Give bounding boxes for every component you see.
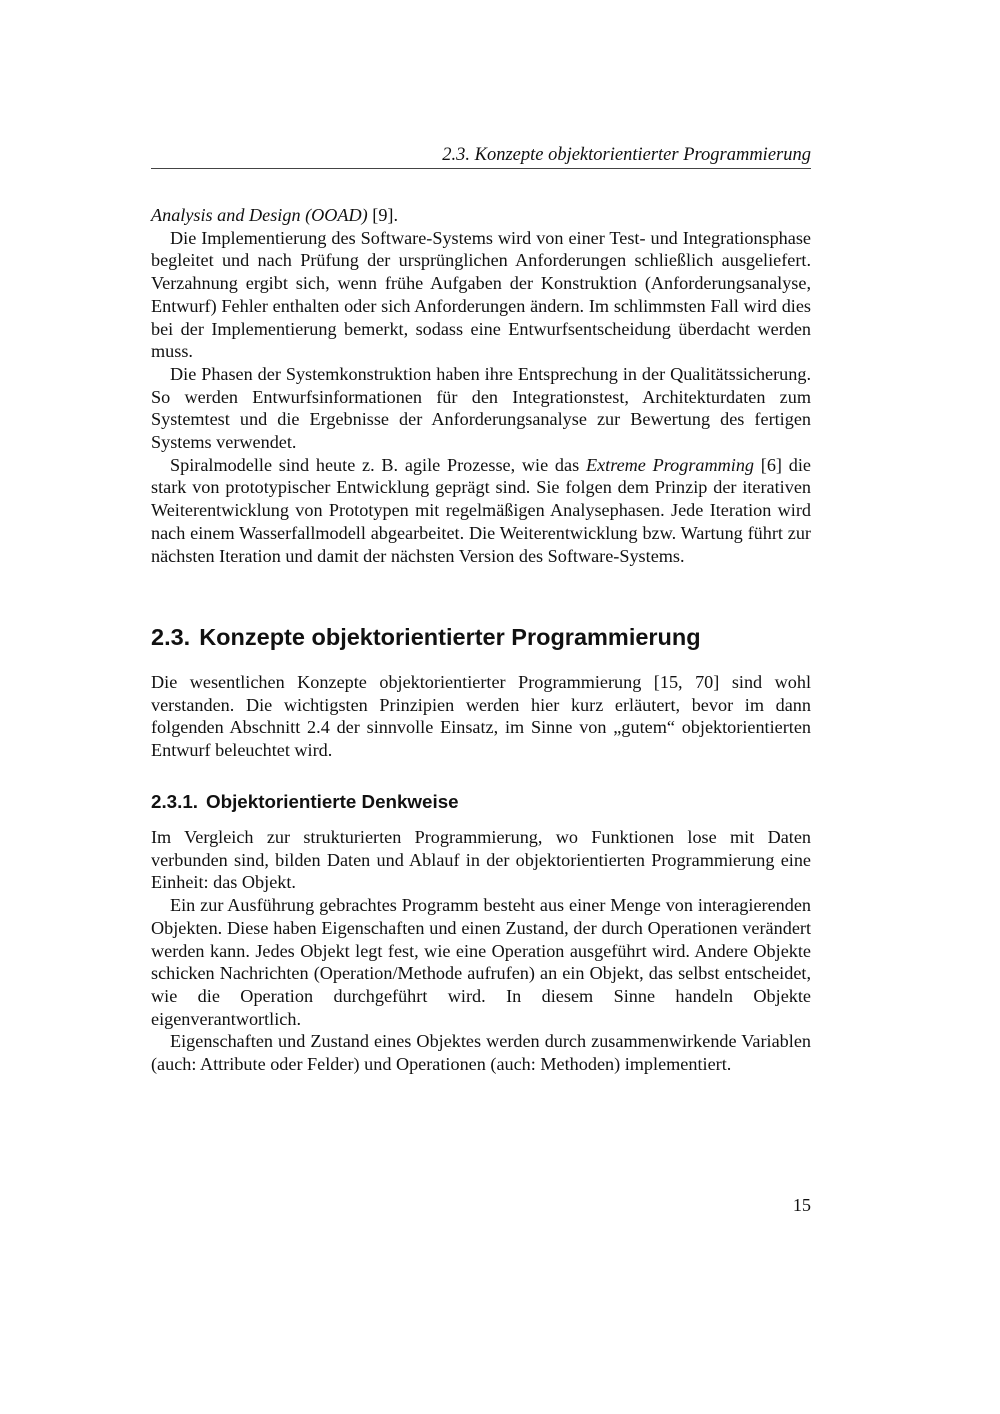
paragraph: Im Vergleich zur strukturierten Programmierung, wo Funktionen lose mit Daten verbunden sind, bilden Daten und Ablauf in der objektorientierten Programmierung eine Einheit: das Objekt. [151, 827, 811, 893]
italic-term: Extreme Programming [585, 454, 755, 475]
text-run: Spiralmodelle sind heute z. B. agile Prozesse, wie das [170, 454, 586, 475]
section-intro [151, 671, 811, 762]
subsection-number: 2.3.1. [151, 791, 198, 812]
italic-term: Analysis and Design (OOAD) [151, 205, 368, 225]
page-number: 15 [792, 1195, 811, 1215]
paragraph: Die Implementierung des Software-Systems wird von einer Test- und Integrationsphase begleitet und nach Prüfung der ursprünglichen Anforderungen schließlich ausgeliefert. Verzahnung ergibt sich, wenn frühe Aufgaben der Konstruktion (Anforderungsanalyse, Entwurf) Fehler enthalten oder sich Anforderungen ändern. Im schlimmsten Fall wird dies bei der Implementierung bemerkt, sodass eine Entwurfsentscheidung überdacht werden muss. [151, 227, 811, 362]
paragraph: Die Phasen der Systemkonstruktion haben ihre Entsprechung in der Qualitätssicherung. So werden Entwurfsinformationen für den Integrationstest, Architekturdaten zum Systemtest und die Ergebnisse der Anforderungsanalyse zur Bewertung des fertigen Systems verwendet. [151, 363, 811, 453]
section-heading [151, 622, 831, 652]
citation-text: [9]. [367, 205, 399, 225]
running-head: 2.3. Konzepte objektorientierter Programmierung [442, 145, 811, 165]
paragraph [151, 204, 811, 227]
subsection-text [151, 826, 811, 1076]
paragraph: Die wesentlichen Konzepte objektorientierter Programmierung [15, 70] sind wohl verstanden. Die wichtigsten Prinzipien werden hier kurz erläutert, bevor im dann folgenden Abschnitt 2.4 der sinnvolle Einsatz, im Sinne von „gutem“ objektorientierten Entwurf beleuchtet wird. [151, 672, 811, 761]
paragraph: Ein zur Ausführung gebrachtes Programm besteht aus einer Menge von interagierenden Objekten. Diese haben Eigenschaften und einen Zustand, der durch Operationen verändert werden kann. Jedes Objekt legt fest, wie eine Operation ausgeführt wird. Andere Objekte schicken Nachrichten (Operation/Methode aufrufen) an ein Objekt, das selbst entscheidet, wie die Operation durchgeführt wird. In diesem Sinne handeln Objekte eigenverantwortlich. [151, 895, 811, 1029]
section-title: Konzepte objektorientierter Programmierung [199, 624, 701, 650]
header-rule [151, 168, 811, 169]
text-run: [6] die stark von prototypischer Entwicklung geprägt sind. Sie folgen dem Prinzip der iterativen Weiterentwicklung von Prototypen mit regelmäßigen Analysephasen. Jede Iteration wird nach einem Wasserfallmodell abgearbeitet. Die Weiterentwicklung bzw. Wartung führt zur nächsten Iteration und damit der nächsten Version des Software-Systems. [151, 454, 811, 566]
section-number: 2.3. [151, 624, 191, 650]
paragraph: Eigenschaften und Zustand eines Objektes werden durch zusammenwirkende Variablen (auch: Attribute oder Felder) und Operationen (auch: Methoden) implementiert. [151, 1031, 811, 1075]
subsection-heading [151, 790, 811, 814]
subsection-title: Objektorientierte Denkweise [206, 791, 459, 812]
paragraph [151, 454, 811, 568]
continuation-text [151, 204, 811, 567]
